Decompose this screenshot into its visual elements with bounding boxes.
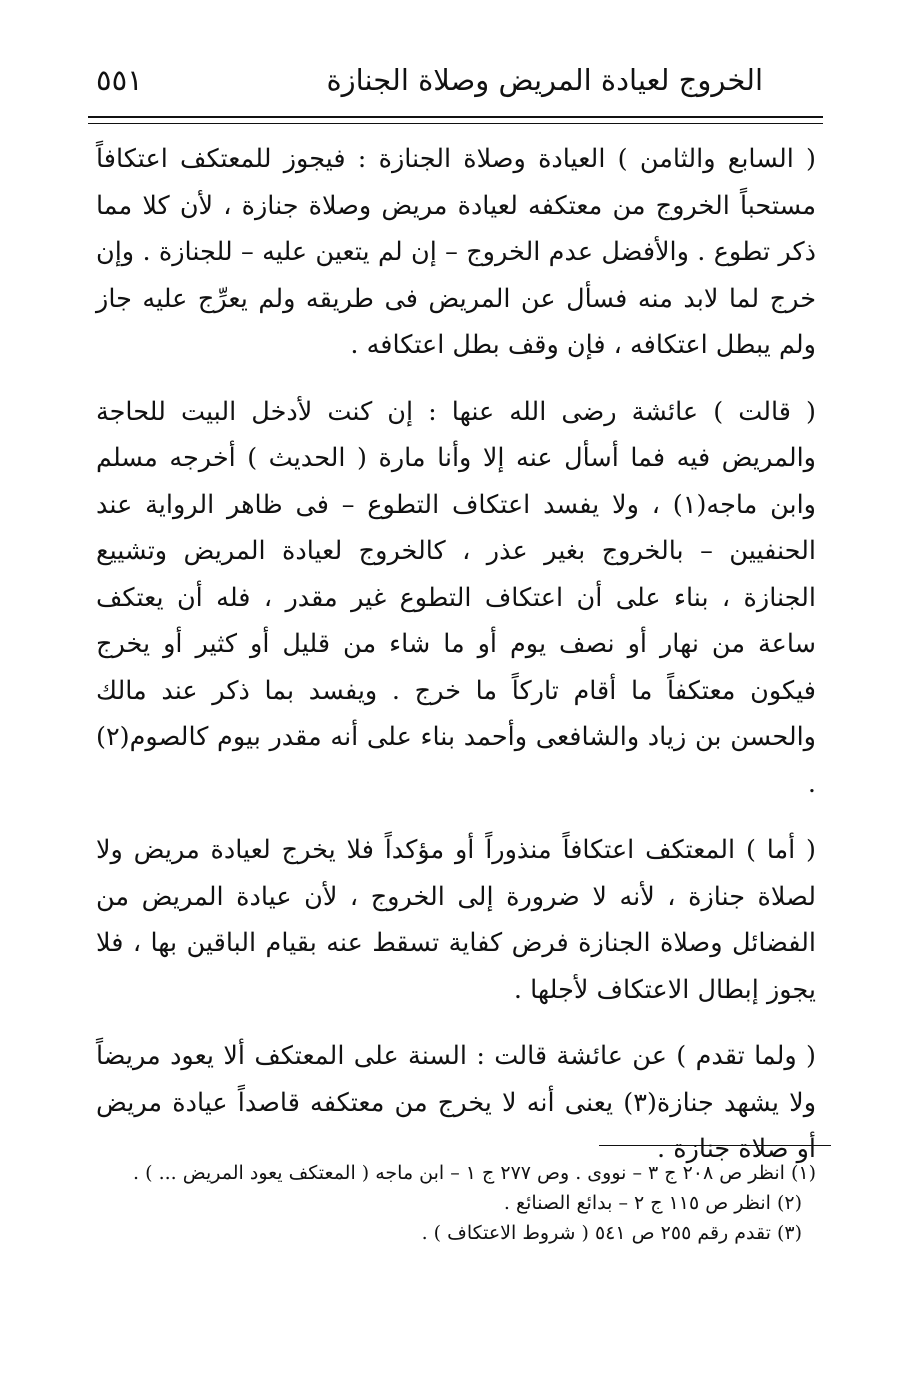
paragraph-visiting-and-funeral: ( السابع والثامن ) العيادة وصلاة الجنازة : فيجوز للمعتكف اعتكافاً مستحباً الخروج من معتكفه لعيادة مريض وصلاة جنازة ، لأن كلا مما ذكر تطوع . والأفضل عدم الخروج – إن لم يتعين عليه – للجنازة . وإن خرج لما لابد منه فسأل عن المريض فى طريقه ولم يعرِّج عليه جاز ولم يبطل اعتكافه ، فإن وقف بطل اعتكافه . [96,144,816,360]
page-number: ٥٥١ [96,63,143,97]
footnotes [96,1158,816,1248]
header-rule-thin [88,123,823,124]
header-rule [88,116,823,118]
main-text [96,136,816,1173]
page-header [88,58,823,114]
paragraph-aisha-hadith: ( قالت ) عائشة رضى الله عنها : إن كنت لأدخل البيت للحاجة والمريض فيه فما أسأل عنه إلا وأنا مارة ( الحديث ) أخرجه مسلم وابن ماجه(١) ، ولا يفسد اعتكاف التطوع – فى ظاهر الرواية عند الحنفيين – بالخروج بغير عذر ، كالخروج لعيادة المريض وتشييع الجنازة ، بناء على أن اعتكاف التطوع غير مقدر ، فله أن يعتكف ساعة من نهار أو نصف يوم أو ما شاء من قليل أو كثير أو يخرج فيكون معتكفاً ما أقام تاركاً ما خرج . ويفسد بما ذكر عند مالك والحسن بن زياد والشافعى وأحمد بناء على أنه مقدر بيوم كالصوم(٢) . [96,396,816,799]
footnote-3: (٣) تقدم رقم ٢٥٥ ص ٥٤١ ( شروط الاعتكاف ) . [421,1222,802,1244]
footnote-2: (٢) انظر ص ١١٥ ج ٢ – بدائع الصنائع . [503,1192,802,1214]
footnote-1: (١) انظر ص ٢٠٨ ج ٣ – نووى . وص ٢٧٧ ج ١ – ابن ماجه ( المعتكف يعود المريض ... ) . [133,1162,816,1184]
running-title: الخروج لعيادة المريض وصلاة الجنازة [326,63,763,97]
footnote-rule [599,1145,831,1146]
paragraph-vowed-retreat: ( أما ) المعتكف اعتكافاً منذوراً أو مؤكداً فلا يخرج لعيادة مريض ولا لصلاة جنازة ، لأنه لا ضرورة إلى الخروج ، لأن عيادة المريض من الفضائل وصلاة الجنازة فرض كفاية تسقط عنه بقيام الباقين بها ، فلا يجوز إبطال الاعتكاف لأجلها . [96,835,816,1005]
paragraph-sunnah-of-retreat: ( ولما تقدم ) عن عائشة قالت : السنة على المعتكف ألا يعود مريضاً ولا يشهد جنازة(٣) يعنى أنه لا يخرج من معتكفه قاصداً عيادة مريض أو صلاة جنازة . [96,1041,817,1164]
